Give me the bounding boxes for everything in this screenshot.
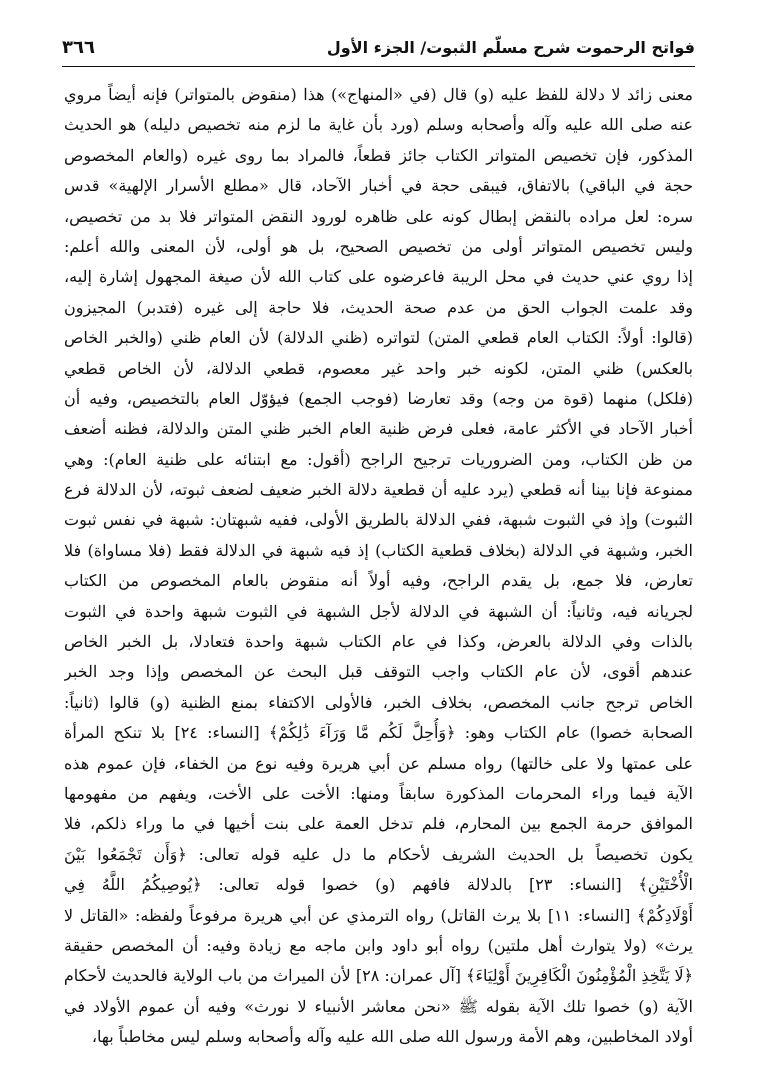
- page-header: [62, 30, 695, 64]
- text-line: الثبوت) وإذ في الثبوت شبهة، ففي الدلالة بالطريق الأولى، ففيه شبهتان: شبهة في نفس ثبوت: [64, 510, 693, 530]
- running-title: فواتح الرحموت شرح مسلّم الثبوت/ الجزء الأول: [326, 37, 695, 57]
- text-line: الصحابة خصوا) عام الكتاب وهو: ﴿وَأُحِلَّ لَكُم مَّا وَرَآءَ ذَٰلِكُمْ﴾ [النساء: ٢٤] بلا تنكح المرأة: [64, 723, 693, 743]
- text-line: الآية فيما وراء المحرمات المذكورة سابقاً ومنها: الأخت على الأخت، ويفهم من مفهومها: [64, 783, 693, 803]
- text-line: الموافق حرمة الجمع بين المحارم، فلم تدخل العمة على بنت أخيها في ما وراء ذلكم، فلا: [64, 814, 693, 834]
- text-line: عندهم أقوى، لأن عام الكتاب واجب التوقف قبل البحث عن المخصص وإذا وجد الخبر: [64, 662, 693, 682]
- text-line: حجة في الباقي) بالاتفاق، فيبقى حجة في أخبار الآحاد، قال «مطلع الأسرار الإلهية» قدس: [64, 176, 693, 196]
- text-line: على عمتها ولا على خالتها) رواه مسلم عن أبي هريرة وفيه نوع من الخفاء، فإن عموم هذه: [64, 753, 693, 773]
- text-line: بالذات وفي الدلالة بالعرض، وكذا في عام الكتاب شبهة واحدة فتعادلا، بل الخبر الخاص: [64, 632, 693, 652]
- text-line: (فلكل) منهما (قوة من وجه) وقد تعارضا (فوجب الجمع) فيؤوّل العام بالتخصيص، وفيه أن: [64, 388, 693, 408]
- text-line: تعارض، فلا جمع، بل يقدم الراجح، وفيه أولاً أنه منقوض بالعام المخصوص من الكتاب: [64, 571, 693, 591]
- text-line: المذكور، فإن تخصيص المتواتر الكتاب جائز قطعاً، فالمراد بما روى غيره (والعام المخصوص: [64, 145, 693, 165]
- text-line: ﴿لَا يَتَّخِذِ الْمُؤْمِنُونَ الْكَافِرِينَ أَوْلِيَاءَ﴾ [آل عمران: ٢٨] لأن الميراث من باب الولاية فالحديث لأحكام: [64, 966, 693, 986]
- text-line: عنه صلى الله عليه وآله وأصحابه وسلم (ورد بأن غاية ما لزم منه تخصيص دليله) هو الحديث: [64, 115, 693, 135]
- text-line: الخاص ترجح جانب المخصص، بخلاف الخبر، فالأولى الاكتفاء بمنع الظنية (و) قالوا (ثانياً:: [64, 692, 693, 712]
- text-line: الْأُخْتَيْنِ﴾ [النساء: ٢٣] بالدلالة فافهم (و) خصوا قوله تعالى: ﴿يُوصِيكُمُ اللَّهُ فِي: [64, 875, 693, 895]
- text-line: سره: لعل مراده بالنقض إبطال كونه على ظاهره لورود النقض المتواتر فلا بد من تخصيص،: [64, 206, 693, 226]
- text-line: من ظن الكتاب، ومن الضروريات ترجيح الراجح (أقول: مع ابتنائه على ظنية العام): وهي: [64, 449, 693, 469]
- text-line: أخبار الآحاد في الأكثر عامة، فعلى فرض ظنية العام الخبر ظني المتن والدلالة، فظنه أضعف: [64, 419, 693, 439]
- text-line: أولاد المخاطبين، وهم الأمة ورسول الله صلى الله عليه وآله وأصحابه وسلم ليس مخاطباً بها،: [91, 1027, 693, 1047]
- text-line: بالعكس) ظني المتن، لكونه خبر واحد غير معصوم، قطعي الدلالة، لأن الخاص قطعي: [64, 358, 693, 378]
- text-line: الخبر، وشبهة في الدلالة (بخلاف قطعية الكتاب) إذ فيه شبهة في الدلالة فقط (فلا مساواة) فلا: [64, 540, 693, 560]
- body-text: [64, 80, 693, 1071]
- page-number: ٣٦٦: [62, 36, 95, 58]
- text-line: يكون تخصيصاً بل الحديث الشريف لأحكام ما دل عليه قوله تعالى: ﴿وَأَن تَجْمَعُوا بَيْنَ: [64, 844, 693, 864]
- text-line: وليس تخصيص المتواتر أولى من تخصيص الصحيح، بل هو أولى، لأن المعنى والله أعلم:: [64, 236, 693, 256]
- text-line: (قالوا: أولاً: الكتاب العام قطعي المتن) لتواتره (ظني الدلالة) لأن العام ظني (والخبر الخاص: [64, 328, 693, 348]
- text-line: ممنوعة فإنا بينا أنه قطعي (يرد عليه أن قطعية دلالة الخبر ضعيف لضعف ثبوته، لأن الدلالة فرع: [64, 480, 693, 500]
- text-line: وقد علمت الجواب الحق من عدم صحة الحديث، فلا حاجة إلى غيره (فتدبر) المجيزون: [64, 297, 693, 317]
- header-rule: [62, 66, 695, 67]
- text-line: أَوْلَادِكُمْ﴾ [النساء: ١١] بلا يرث القاتل) رواه الترمذي عن أبي هريرة مرفوعاً ولفظه: «القاتل لا: [64, 905, 693, 925]
- text-line: معنى زائد لا دلالة للفظ عليه (و) قال (في «المنهاج») هذا (منقوض بالمتواتر) فإنه أيضاً مروي: [64, 85, 693, 104]
- text-line: إذا روي عني حديث في محل الريبة فاعرضوه على كتاب الله لأن صيغة المجهول إشارة إليه،: [64, 267, 693, 287]
- text-line: يرث» (ولا يتوارث أهل ملتين) رواه أبو داود وابن ماجه مع زيادة وفيه: أن المخصص حقيقة: [64, 935, 693, 955]
- text-line: الآية (و) خصوا تلك الآية بقوله ﷺ «نحن معاشر الأنبياء لا نورث» وفيه أن عموم الأولاد في: [64, 996, 693, 1016]
- text-line: لجريانه فيه، وثانياً: أن الشبهة في الدلالة لأجل الشبهة في الثبوت شبهة واحدة في الثبوت: [64, 601, 693, 621]
